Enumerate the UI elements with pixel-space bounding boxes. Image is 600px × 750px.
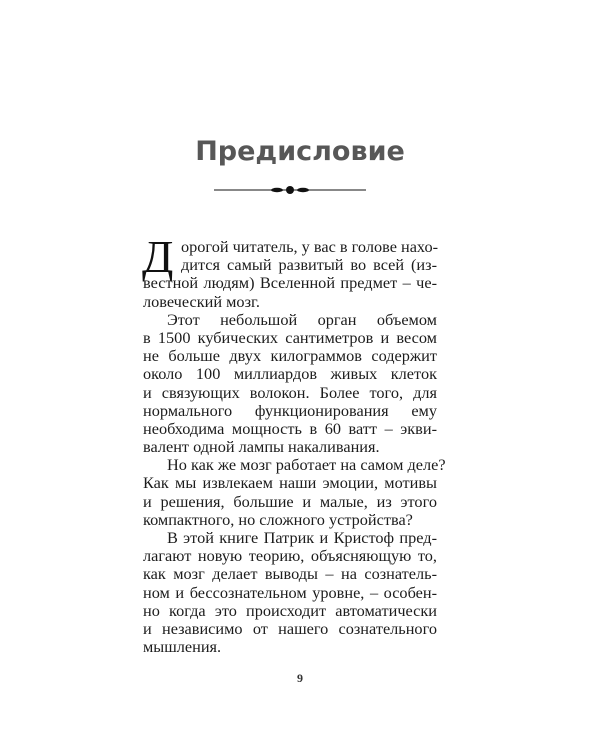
- text-line: компактного, но сложного устройства?: [143, 509, 413, 529]
- text-line: и связующих волокон. Более того, для: [143, 382, 437, 402]
- text-line: ловеческий мозг.: [143, 291, 260, 311]
- text-line: около 100 миллиардов живых клеток: [143, 364, 437, 384]
- text-line: вестной людям) Вселенной предмет – че-: [143, 273, 437, 293]
- text-line: лагают новую теорию, объясняющую то,: [143, 546, 437, 566]
- ornament-divider: [214, 183, 366, 197]
- text-line: орогой читатель, у вас в голове нахо-: [181, 237, 439, 256]
- text-line: как мозг делает выводы – на сознатель-: [143, 564, 437, 584]
- paragraph-4: [143, 529, 437, 656]
- text-line: Этот небольшой орган объемом: [167, 309, 437, 329]
- drop-cap: Д: [142, 231, 174, 282]
- page-number: 9: [297, 671, 303, 685]
- text-line: Но как же мозг работает на самом деле?: [167, 455, 446, 475]
- text-line: необходима мощность в 60 ватт – экви-: [143, 418, 437, 438]
- text-line: но когда это происходит автоматически: [143, 600, 437, 620]
- text-line: Как мы извлекаем наши эмоции, мотивы: [143, 473, 437, 493]
- paragraph-3: [143, 455, 446, 529]
- preface-text: [142, 231, 446, 657]
- text-line: нормального функционирования ему: [143, 400, 437, 420]
- text-line: ном и бессознательном уровне, – особен-: [143, 582, 437, 602]
- text-line: в 1500 кубических сантиметров и весом: [143, 327, 437, 347]
- text-line: В этой книге Патрик и Кристоф пред-: [167, 528, 437, 547]
- text-line: и решения, большие и малые, из этого: [143, 491, 437, 511]
- text-line: и независимо от нашего сознательного: [143, 618, 437, 638]
- text-line: не больше двух килограммов содержит: [143, 346, 437, 366]
- text-line: валент одной лампы накаливания.: [143, 437, 380, 457]
- paragraph-1: [142, 231, 439, 311]
- paragraph-2: [143, 311, 437, 457]
- text-line: дится самый развитый во всей (из-: [181, 255, 437, 275]
- text-line: мышления.: [143, 637, 222, 657]
- chapter-title: Предисловие: [195, 136, 405, 167]
